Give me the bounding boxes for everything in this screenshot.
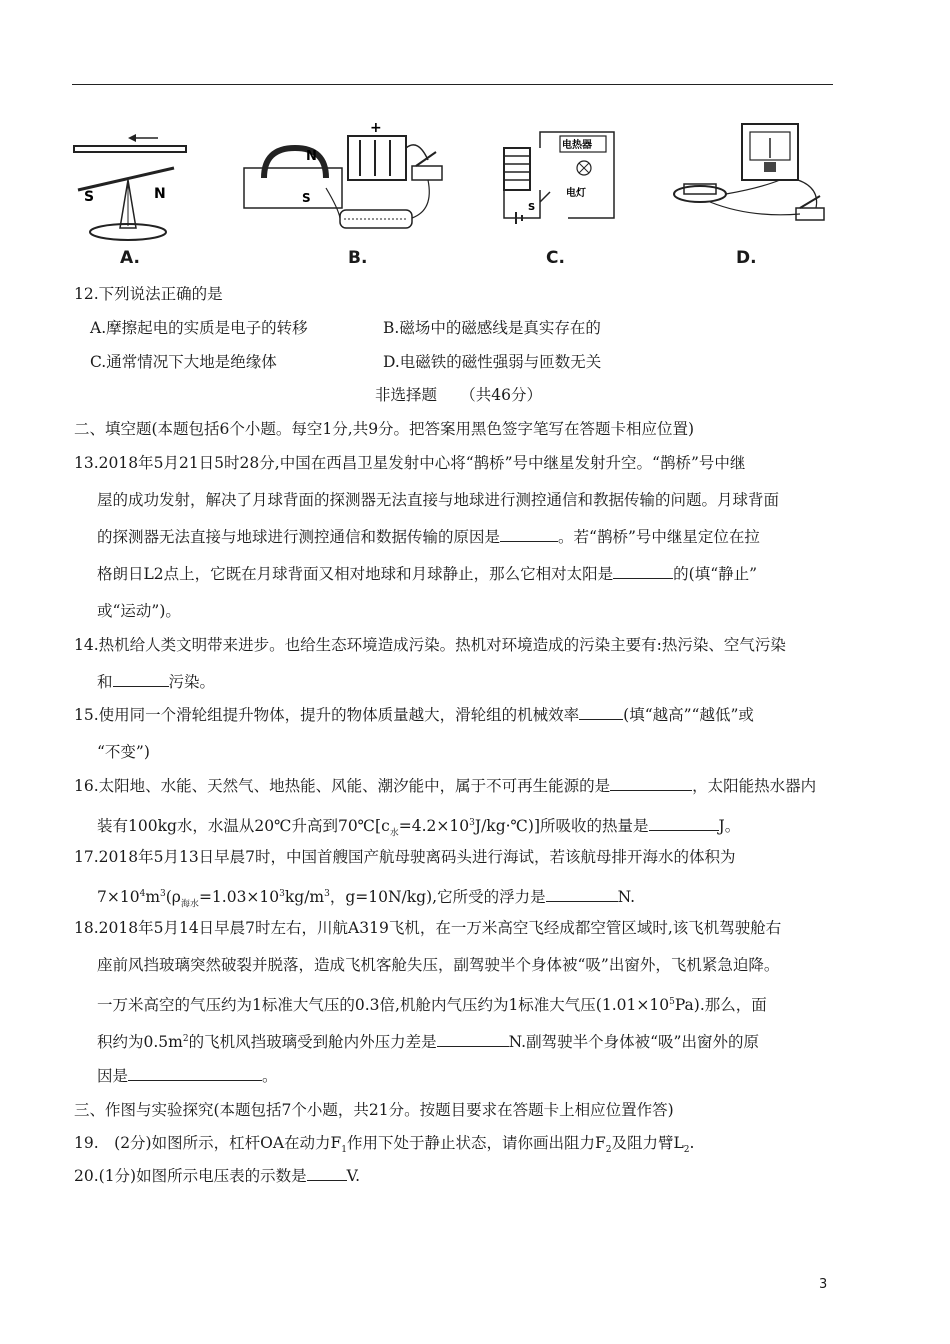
q13-answer-blank-2[interactable] — [613, 564, 673, 579]
q18-line-4 — [97, 1029, 759, 1052]
q18-line-5-text-a: 因是 — [97, 1067, 129, 1085]
nonchoice-title: 非选择题 （共46分） — [375, 386, 542, 404]
q18-answer-blank-1[interactable] — [437, 1032, 509, 1047]
q15-answer-blank[interactable] — [579, 705, 623, 720]
figure-b-n-label: N — [306, 149, 317, 164]
q19-sub-3: 2 — [683, 1145, 690, 1156]
q20-line — [74, 1166, 360, 1186]
figure-c-lamp-label: 电灯 — [566, 188, 586, 199]
figure-a — [70, 118, 210, 278]
q16-line-2-text-d: J。 — [718, 817, 741, 836]
figure-c-heater-label: 电热器 — [562, 140, 592, 151]
figure-a-s-label: S — [84, 189, 95, 205]
q14-line-2-text-a: 和 — [97, 673, 113, 691]
q13-line-4-text-b: 的(填“静止” — [673, 565, 758, 583]
q14-line-1: 14.热机给人类文明带来进步。也给生态环境造成污染。热机对环境造成的污染主要有:热污染、空气污染 — [74, 636, 786, 654]
q13-line-1: 13.2018年5月21日5时28分,中国在西昌卫星发射中心将“鹊桥”号中继星发射升空。“鹊桥”号中继 — [74, 454, 746, 472]
q16-line-2-text-a: 装有100kg水，水温从20℃升高到70℃[c — [97, 817, 390, 836]
q20-answer-blank[interactable] — [307, 1166, 347, 1181]
figure-d — [670, 118, 830, 278]
q17-line-2-text-e: kg/m — [284, 888, 325, 907]
q19-text-b: 作用下处于静止状态，请你画出阻力F — [347, 1134, 606, 1152]
q13-line-4-text-a: 格朗日L2点上，它既在月球背面又相对地球和月球静止，那么它相对太阳是 — [97, 565, 614, 583]
q16-line-1-text-b: ，太阳能热水器内 — [692, 777, 817, 795]
q13-line-3 — [97, 527, 760, 547]
figure-c-label: C. — [546, 248, 565, 268]
q17-sup-4: 3 — [324, 889, 330, 899]
q16-answer-blank-2[interactable] — [649, 816, 719, 831]
q14-line-2 — [97, 672, 215, 692]
q17-sup-1: 4 — [139, 889, 146, 899]
figure-c — [490, 118, 630, 278]
figure-a-label: A. — [120, 248, 140, 268]
figure-b-plus-label: + — [370, 120, 382, 136]
q17-line-2-text-a: 7×10 — [97, 888, 140, 907]
figure-c-drawing — [490, 118, 630, 243]
q19-text-a: 19. (2分)如图所示，杠杆OA在动力F — [74, 1134, 342, 1152]
figure-b-s-label: S — [302, 191, 311, 205]
q18-line-3-text-b: Pa).那么，面 — [674, 996, 767, 1015]
top-rule — [72, 84, 833, 85]
q16-sup-exponent: 3 — [469, 818, 475, 828]
q14-answer-blank[interactable] — [113, 672, 169, 687]
q17-line-2-text-b: m — [145, 888, 161, 907]
q19-text-d: . — [689, 1134, 695, 1152]
q20-text-a: 20.(1分)如图所示电压表的示数是 — [74, 1167, 307, 1185]
q16-line-2 — [97, 813, 740, 843]
q18-line-5 — [97, 1066, 278, 1086]
q18-line-4-text-b: 的飞机风挡玻璃受到舱内外压力差是 — [188, 1033, 437, 1052]
figure-b-label: B. — [348, 248, 368, 268]
q18-line-1: 18.2018年5月14日早晨7时左右，川航A319飞机，在一万米高空飞经成都空管区域时,该飞机驾驶舱右 — [74, 919, 782, 937]
q16-line-1 — [74, 776, 816, 796]
figure-a-drawing — [70, 118, 210, 243]
q17-line-2-text-c: (ρ — [165, 888, 181, 907]
q17-answer-blank[interactable] — [546, 887, 618, 902]
q12-stem: 12.下列说法正确的是 — [74, 285, 223, 303]
q19-text-c: 及阻力臂L — [611, 1134, 684, 1152]
q13-line-4 — [97, 564, 757, 584]
figure-c-s-label: S — [528, 202, 536, 213]
q12-option-c: C.通常情况下大地是绝缘体 — [90, 353, 277, 371]
q13-line-3-text-a: 的探测器无法直接与地球进行测控通信和数据传输的原因是 — [97, 528, 501, 546]
q18-answer-blank-2[interactable] — [128, 1066, 262, 1081]
q18-line-4-text-c: N.副驾驶半个身体被“吸”出窗外的原 — [508, 1033, 759, 1052]
figure-row — [60, 118, 850, 278]
q19-line — [74, 1133, 694, 1160]
q18-line-3-text-a: 一万米高空的气压约为1标准大气压的0.3倍,机舱内气压约为1标准大气压(1.01×10 — [97, 996, 670, 1015]
q17-line-1: 17.2018年5月13日早晨7时，中国首艘国产航母驶离码头进行海试，若该航母排开海水的体积为 — [74, 848, 736, 866]
q18-line-2: 座前风挡玻璃突然破裂并脱落，造成飞机客舱失压，副驾驶半个身体被“吸”出窗外，飞机紧急迫降。 — [97, 956, 780, 974]
figure-b — [240, 118, 450, 278]
q16-answer-blank-1[interactable] — [610, 776, 692, 791]
figure-a-n-label: N — [154, 186, 166, 202]
q13-line-5: 或“运动”)。 — [97, 602, 181, 620]
q18-line-4-text-a: 积约为0.5m — [97, 1033, 183, 1052]
q19-sub-1: 1 — [341, 1145, 347, 1156]
q17-sup-3: 3 — [279, 889, 285, 899]
q18-sup-pressure: 5 — [669, 997, 675, 1007]
q16-line-1-text-a: 16.太阳地、水能、天然气、地热能、风能、潮汐能中，属于不可再生能源的是 — [74, 777, 611, 795]
q15-line-2: “不变”) — [97, 743, 150, 761]
q15-line-1-text-b: (填“越高”“越低”或 — [623, 706, 754, 724]
q17-line-2-text-f: ，g=10N/kg),它所受的浮力是 — [329, 888, 546, 907]
q15-line-1 — [74, 705, 754, 725]
q16-sub-water: 水 — [389, 828, 399, 839]
q18-line-5-text-b: 。 — [262, 1067, 278, 1085]
q13-line-2: 屋的成功发射，解决了月球背面的探测器无法直接与地球进行测控通信和教据传输的问题。月球背面 — [97, 491, 780, 509]
q18-sup-area: 2 — [182, 1034, 189, 1044]
q17-line-2-text-d: =1.03×10 — [198, 888, 280, 907]
figure-d-drawing — [670, 118, 830, 243]
q16-line-2-text-b: =4.2×10 — [398, 817, 470, 836]
q18-line-3 — [97, 992, 767, 1015]
q14-line-2-text-b: 污染。 — [168, 673, 216, 691]
q17-sup-2: 3 — [160, 889, 166, 899]
figure-b-drawing — [240, 118, 450, 243]
section-2-title: 二、填空题(本题包括6个小题。每空1分,共9分。把答案用黑色签字笔写在答题卡相应位置) — [74, 420, 695, 438]
q13-line-3-text-b: 。若“鹊桥”号中继星定位在拉 — [558, 528, 760, 546]
q12-option-d: D.电磁铁的磁性强弱与匝数无关 — [383, 353, 602, 371]
figure-d-label: D. — [736, 248, 757, 268]
q16-line-2-text-c: J/kg·℃)]所吸收的热量是 — [474, 817, 649, 836]
q19-sub-2: 2 — [605, 1145, 612, 1156]
q17-sub-seawater: 海水 — [180, 899, 199, 910]
q12-option-a: A.摩擦起电的实质是电子的转移 — [90, 319, 308, 337]
section-3-title: 三、作图与实验探究(本题包括7个小题，共21分。按题目要求在答题卡上相应位置作答) — [74, 1101, 674, 1119]
q15-line-1-text-a: 15.使用同一个滑轮组提升物体，提升的物体质量越大，滑轮组的机械效率 — [74, 706, 580, 724]
q20-text-b: V. — [346, 1167, 361, 1185]
q13-answer-blank-1[interactable] — [500, 527, 558, 542]
q17-line-2 — [97, 884, 635, 914]
q12-option-b: B.磁场中的磁感线是真实存在的 — [383, 319, 601, 337]
q17-line-2-text-g: N. — [617, 888, 636, 907]
page-number: 3 — [819, 1277, 828, 1292]
